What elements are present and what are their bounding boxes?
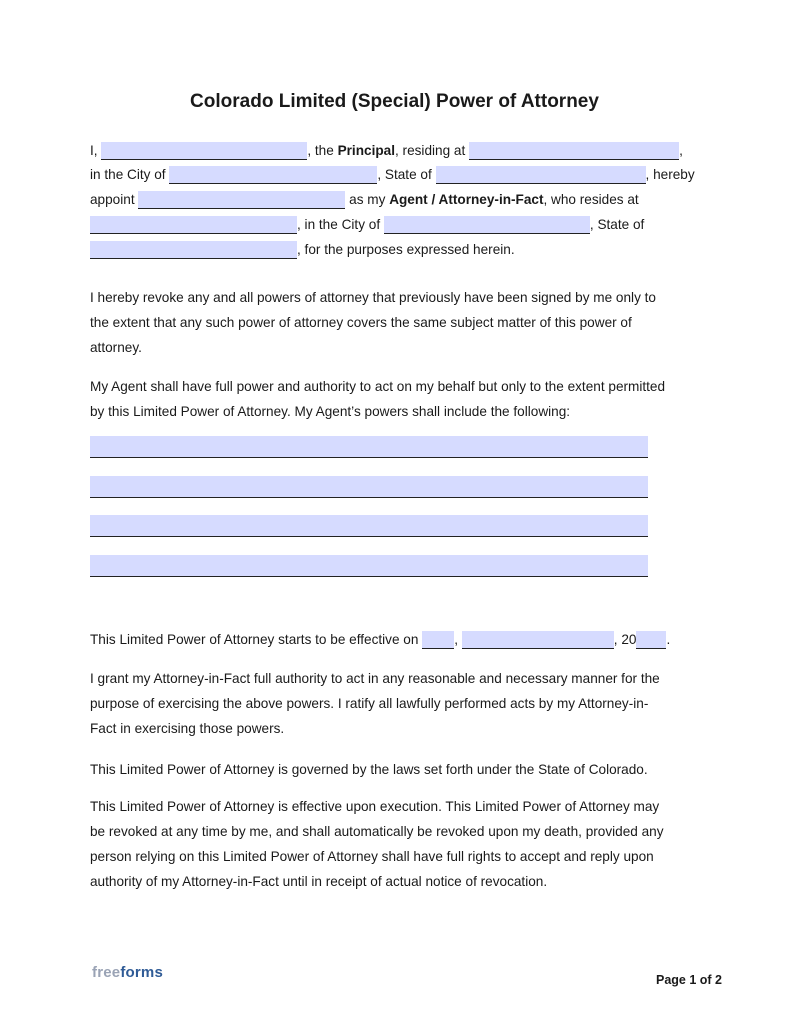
text-in-city-of: , in the City of [297, 217, 384, 232]
agent-state-line [90, 241, 515, 259]
text-as-my: as my [345, 192, 390, 207]
agent-powers-paragraph: My Agent shall have full power and authority to act on my behalf but only to the extent permitted by this Limited Power of Attorney. My Agent’s powers shall include the following: [90, 379, 666, 419]
principal-city-field[interactable] [169, 166, 377, 184]
text-comma: , [679, 143, 683, 158]
text-i: I, [90, 143, 102, 158]
freeforms-logo: freeforms [92, 964, 164, 981]
agent-city-field[interactable] [384, 216, 590, 234]
text-in-city-of: in the City of [90, 167, 170, 182]
principal-state-field[interactable] [436, 166, 646, 184]
power-field-2[interactable] [90, 476, 648, 498]
text-state-of: , State of [377, 167, 436, 182]
agent-name-field[interactable] [138, 191, 345, 209]
text-appoint: appoint [90, 192, 139, 207]
agent-label: Agent / Attorney-in-Fact [389, 192, 544, 207]
effective-day-field[interactable] [422, 631, 454, 649]
execution-paragraph: This Limited Power of Attorney is effective upon execution. This Limited Power of Attorney may be revoked at any time by me, and shall automatically be revoked upon my death, provided any person relying on this Limited Power of Attorney shall have full rights to accept and reply upon authority of my Attorney-in-Fact until in receipt of actual notice of revocation. [90, 799, 664, 889]
text-who-resides-at: , who resides at [543, 192, 639, 207]
principal-line [90, 142, 683, 160]
page-title: Colorado Limited (Special) Power of Attorney [190, 91, 599, 112]
agent-address-field[interactable] [90, 216, 297, 234]
agent-address-line [90, 216, 644, 234]
text-effective-on: This Limited Power of Attorney starts to be effective on [90, 632, 423, 647]
principal-city-line [90, 166, 695, 184]
power-field-1[interactable] [90, 436, 648, 458]
principal-address-field[interactable] [469, 142, 679, 160]
agent-line [90, 191, 639, 209]
text-residing-at: , residing at [395, 143, 470, 158]
principal-name-field[interactable] [101, 142, 307, 160]
text-the: , the [307, 143, 338, 158]
effective-date-line [90, 631, 670, 649]
page-number: Page 1 of 2 [656, 973, 722, 987]
agent-state-field[interactable] [90, 241, 297, 259]
principal-label: Principal [337, 143, 395, 158]
power-field-4[interactable] [90, 555, 648, 577]
text-comma: , [454, 632, 462, 647]
effective-year-field[interactable] [636, 631, 666, 649]
grant-paragraph: I grant my Attorney-in-Fact full authority to act in any reasonable and necessary manner for the purpose of exercising the above powers. I ratify all lawfully performed acts by my Attorney-in- Fact in exercising those powers. [90, 671, 660, 736]
text-purposes: , for the purposes expressed herein. [297, 242, 515, 257]
text-period: . [666, 632, 671, 647]
power-field-3[interactable] [90, 515, 648, 537]
text-hereby: , hereby [645, 167, 695, 182]
text-20: , 20 [613, 632, 637, 647]
text-state-of: , State of [589, 217, 645, 232]
effective-month-field[interactable] [462, 631, 614, 649]
governed-paragraph: This Limited Power of Attorney is governed by the laws set forth under the State of Colorado. [90, 762, 648, 777]
revoke-paragraph: I hereby revoke any and all powers of attorney that previously have been signed by me only to the extent that any such power of attorney covers the same subject matter of this power of attorney. [90, 290, 656, 355]
